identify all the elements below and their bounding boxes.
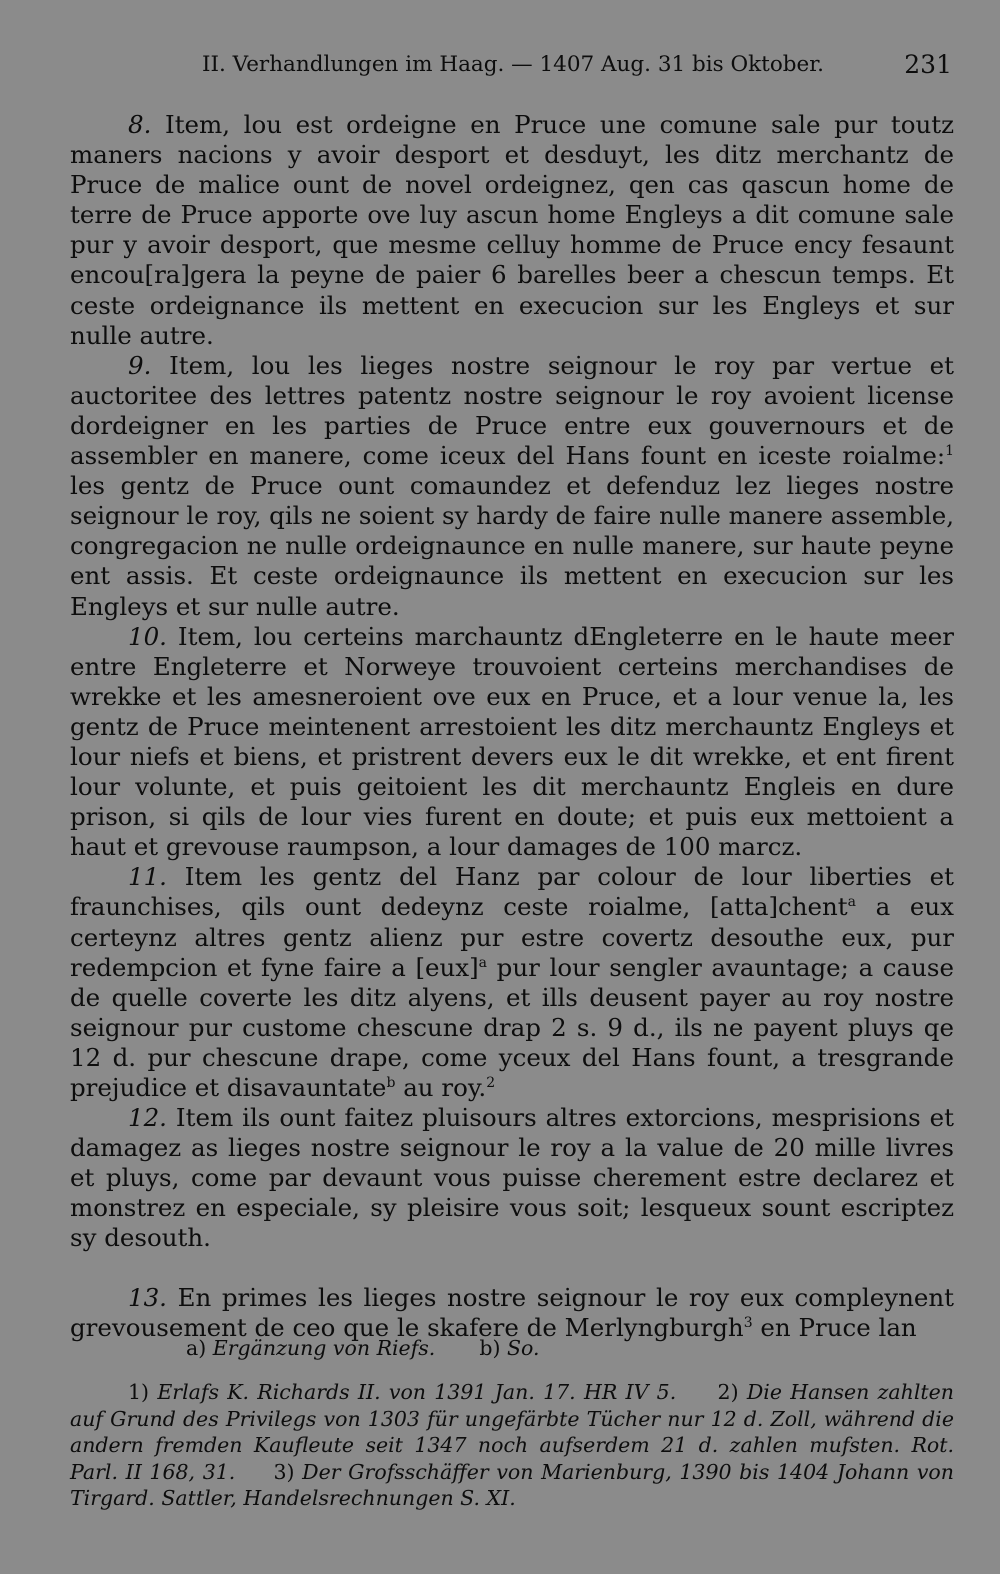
paragraph-number: 13. <box>128 1282 167 1312</box>
paragraph-text: Item les gentz del Hanz par colour de lour liberties et fraunchises, qils ount dedeynz ceste roialme, [atta]chent <box>70 862 955 922</box>
text-note-mark: b <box>386 1075 396 1091</box>
paragraph-text: a eux certeynz altres gentz alienz pur estre covertz desouthe eux, pur redempcion et fyne faire a [eux] <box>70 892 954 982</box>
text-note-text: So. <box>506 1336 540 1360</box>
footnote-ref: 2 <box>486 1075 496 1091</box>
text-note-mark: a <box>478 954 488 971</box>
footnote-ref: 3 <box>743 1314 753 1331</box>
paragraph-text: Item, lou est ordeigne en Pruce une comune sale pur toutz maners nacions y avoir desport et desduyt, les ditz merchantz de Pruce de malice ount de novel ordeignez, qen cas qascun home de terre de Pruce apporte ove luy ascun home Engleys a dit comune sale pur y avoir desport, que mesme celluy homme de Pruce ency fesaunt encou[ra]gera la peyne de paier 6 barelles beer a chescun temps. Et ceste ordeignance ils mettent en execucion sur les Engleys et sur nulle autre. <box>70 110 954 350</box>
paragraph-text: Item, lou certeins marchauntz dEngleterre en le haute meer entre Engleterre et Norweye trouvoient certeins merchandises de wrekke et les amesneroient ove eux en Pruce, et a lour venue la, les gentz de Pruce meintenent arrestoient les ditz merchauntz Engleys et lour niefs et biens, et pristrent devers eux le dit wrekke, et ent firent lour volunte, et puis geitoient les dit merchauntz Engleis en dure prison, si qils de lour vies furent en doute; et puis eux mettoient a haut et grevouse raumpson, a lour damages de 100 marcz. <box>70 621 954 862</box>
paragraph-text: au roy. <box>395 1073 487 1102</box>
text-note-text: Ergänzung von Riefs. <box>212 1336 436 1360</box>
text-notes <box>186 1336 540 1360</box>
text-note-mark: a <box>847 894 856 911</box>
text-note-mark: b) <box>479 1336 501 1360</box>
footnotes <box>70 1379 954 1512</box>
footnote-block <box>70 1379 954 1512</box>
paragraph-12 <box>70 1103 954 1253</box>
paragraph-number: 9. <box>128 350 152 380</box>
body-text <box>70 110 954 1343</box>
paragraph-text: les gentz de Pruce ount comaundez et defenduz lez lieges nostre seignour le roy, qils ne soient sy hardy de faire nulle manere assemble, congregacion ne nulle ordeignaunce en nulle manere, sur haute peyne ent assis. Et ceste ordeignaunce ils mettent en execucion sur les Engleys et sur nulle autre. <box>70 471 955 621</box>
running-header <box>70 44 952 84</box>
paragraph-11 <box>70 862 954 1103</box>
footnote-text: Erlafs K. Richards II. von 1391 Jan. 17. HR IV 5. <box>157 1380 677 1404</box>
footnote-text: Die Hansen zahlten auf Grund des Privilegs von 1303 für ungefärbte Tücher nur 12 d. Zoll, während die andern fremden Kaufleute seit 1347 noch aufserdem 21 d. zahlen mufsten. Rot. Parl. II 168, 31. <box>70 1380 954 1484</box>
paragraph-text: Item ils ount faitez pluisours altres extorcions, mesprisions et damagez as lieges nostre seignour le roy a la value de 20 mille livres et pluys, come par devaunt vous puisse cherement estre declarez et monstrez en especiale, sy pleisire vous soit; lesqueux sount escriptez sy desouth. <box>70 1103 954 1253</box>
footnote-ref: 1 <box>945 443 954 460</box>
paragraph-8 <box>70 110 954 351</box>
paragraph-number: 12. <box>128 1103 167 1133</box>
paragraph-10 <box>70 622 954 863</box>
paragraph-number: 10. <box>128 621 167 651</box>
footnote-mark: 3) <box>273 1459 295 1484</box>
footnote-mark: 2) <box>717 1380 739 1404</box>
paragraph-number: 11. <box>128 862 167 892</box>
paragraph-9 <box>70 351 954 622</box>
footnote-text: Der Grofsschäffer von Marienburg, 1390 bis 1404 Johann von Tirgard. Sattler, Handelsrechnungen S. XI. <box>70 1459 954 1510</box>
paragraph-13 <box>70 1283 954 1343</box>
paragraph-text: en Pruce lan <box>752 1312 917 1342</box>
text-note-mark: a) <box>186 1336 207 1360</box>
paragraph-number: 8. <box>128 110 152 139</box>
paragraph-text: En primes les lieges nostre seignour le roy eux compleynent grevousement de ceo que le skafere de Merlyngburgh <box>70 1282 954 1342</box>
page-number: 231 <box>904 50 952 79</box>
running-title: II. Verhandlungen im Haag. — 1407 Aug. 31 bis Oktober. <box>202 52 824 77</box>
footnote-mark: 1) <box>128 1380 150 1404</box>
paragraph-text: Item, lou les lieges nostre seignour le roy par vertue et auctoritee des lettres patentz nostre seignour le roy avoient license dordeigner en les parties de Pruce entre eux gouvernours et de assembler en manere, come iceux del Hans fount en iceste roialme: <box>70 350 954 471</box>
paragraph-text: pur lour sengler avauntage; a cause de quelle coverte les ditz alyens, et ills deusent payer au roy nostre seignour pur custome chescune drap 2 s. 9 d., ils ne payent pluys qe 12 d. pur chescune drape, come yceux del Hans fount, a tresgrande prejudice et disavauntate <box>70 952 954 1102</box>
